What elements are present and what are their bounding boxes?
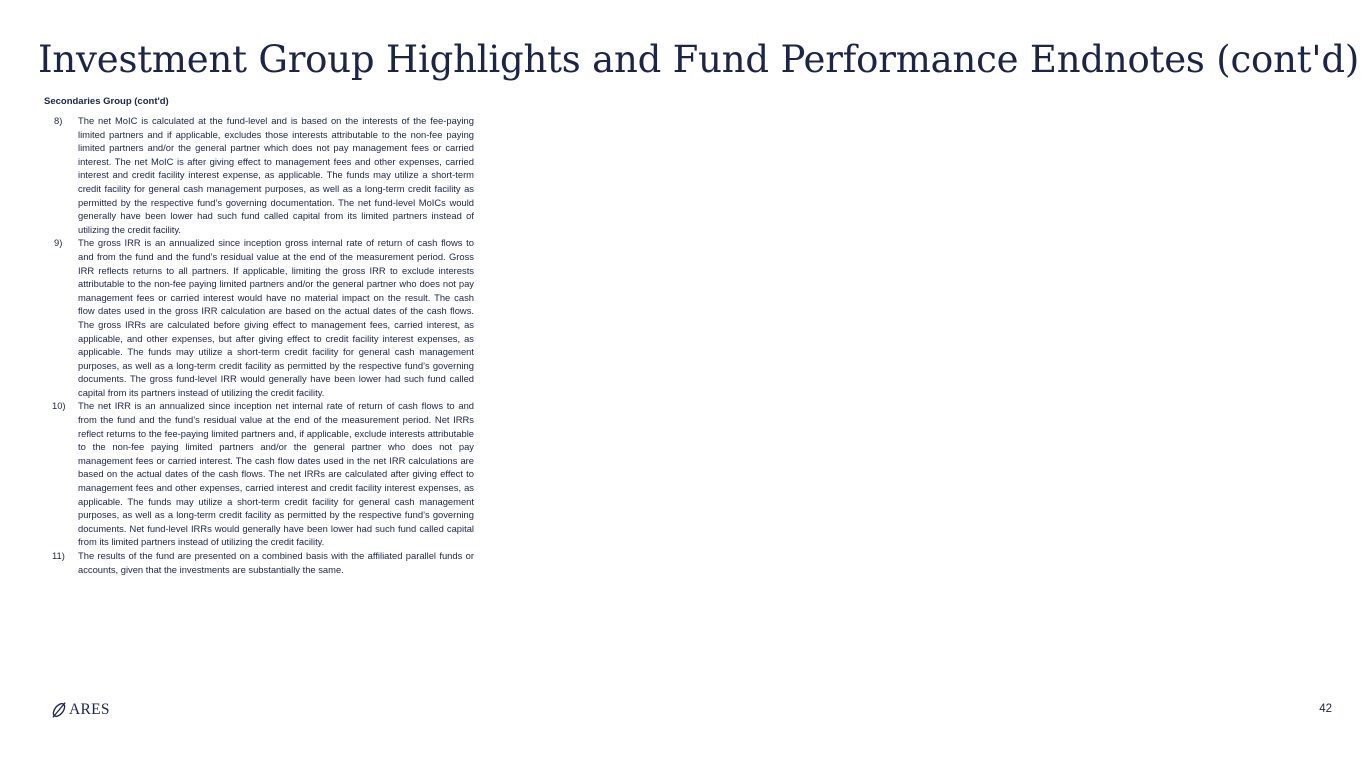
endnote-text: The gross IRR is an annualized since inception gross internal rate of return of cash flows to and from the fund and the fund’s residual value at the end of the measurement period. Gross IRR reflects returns to all partners. If applicable, limiting the gross IRR to exclude interests attributable to the non-fee paying limited partners and/or the general partner who does not pay management fees or carried interest would have no material impact on the result. The cash flow dates used in the gross IRR calculation are based on the actual dates of the cash flows. The gross IRRs are calculated before giving effect to management fees, carried interest, as applicable, and other expenses, but after giving effect to credit facility interest expenses, as applicable. The funds may utilize a short-term credit facility for general cash management purposes, as well as a long-term credit facility as permitted by the respective fund’s governing documents. The gross fund-level IRR would generally have been lower had such fund called capital from its partners instead of utilizing the credit facility. (78, 237, 474, 398)
endnote-number: 11) (52, 550, 65, 561)
logo-wordmark: ARES (69, 701, 110, 718)
endnote-number: 10) (52, 400, 66, 412)
endnotes-list (52, 114, 474, 576)
endnote-text: The net IRR is an annualized since inception net internal rate of return of cash flows to and from the fund and the fund’s residual value at the end of the measurement period. Net IRRs reflect returns to the fee-paying limited partners and, if applicable, exclude interests attributable to the non-fee paying limited partners and/or the general partner who does not pay management fees or carried interest. The cash flow dates used in the net IRR calculations are based on the actual dates of the cash flows. The net IRRs are calculated after giving effect to management fees and other expenses, carried interest and credit facility interest expenses, as applicable. The funds may utilize a short-term credit facility for general cash management purposes, as well as a long-term credit facility as permitted by the respective fund’s governing documents. Net fund-level IRRs would generally have been lower had such fund called capital from its limited partners instead of utilizing the credit facility. (78, 400, 474, 548)
endnote-item (52, 399, 474, 549)
endnote-number: 9) (54, 237, 63, 249)
endnote-number: 8) (54, 115, 63, 126)
endnote-item (52, 236, 474, 399)
endnote-text: The net MoIC is calculated at the fund-level and is based on the interests of the fee-paying limited partners and if applicable, excludes those interests attributable to the non-fee paying limited partners and/or the general partner which does not pay management fees or carried interest. The net MoIC is after giving effect to management fees and other expenses, carried interest and credit facility interest expense, as applicable. The funds may utilize a short-term credit facility for general cash management purposes, as well as a long-term credit facility as permitted by the respective fund’s governing documentation. The net fund-level MoICs would generally have been lower had such fund called capital from its limited partners instead of utilizing the credit facility. (78, 115, 474, 235)
endnote-text: The results of the fund are presented on a combined basis with the affiliated parallel funds or accounts, given that the investments are substantially the same. (78, 550, 474, 575)
endnote-item (52, 114, 474, 236)
ares-logo (50, 700, 110, 720)
endnote-item (52, 549, 474, 576)
page-number: 42 (1319, 703, 1332, 715)
page-title: Investment Group Highlights and Fund Performance Endnotes (cont'd) (38, 38, 1360, 81)
section-heading: Secondaries Group (cont'd) (44, 96, 169, 107)
ares-leaf-logo-icon (50, 701, 68, 719)
